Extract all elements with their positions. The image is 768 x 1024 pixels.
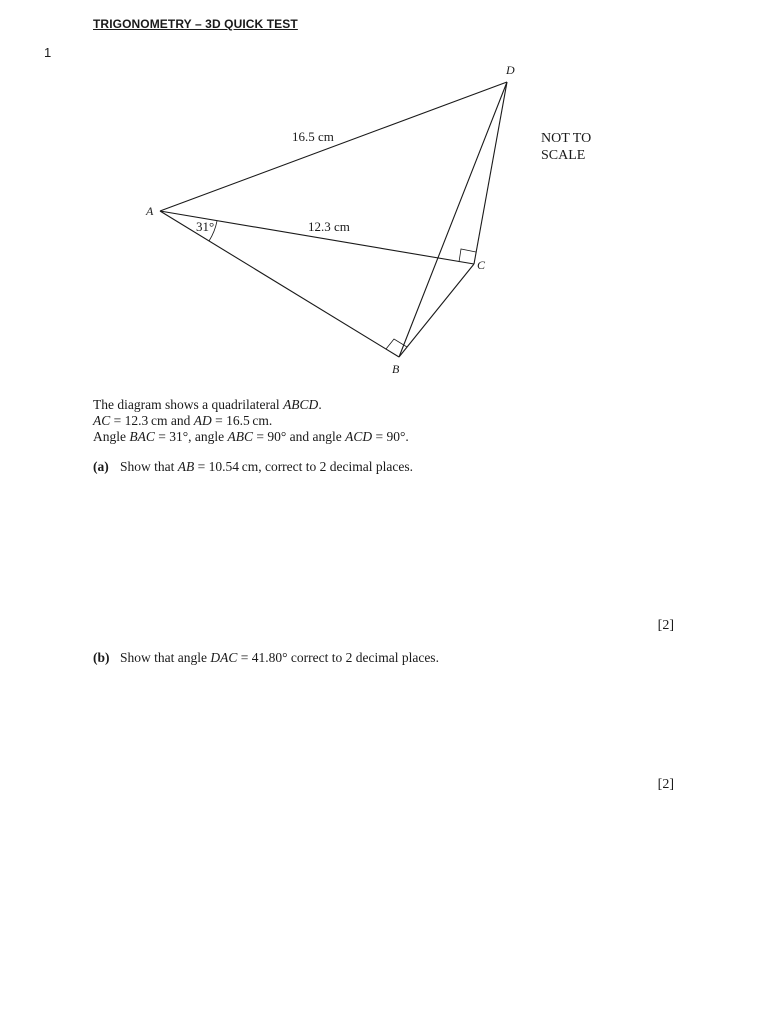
part-a-marks: [2] (657, 618, 674, 633)
edge-bd (399, 82, 507, 357)
vertex-label-d: D (506, 63, 515, 77)
part-b-label: (b) (93, 650, 110, 665)
part-b-question: (b) Show that angle DAC = 41.80° correct to 2 decimal places. (93, 650, 439, 665)
part-b-marks: [2] (657, 777, 674, 792)
intro-line-1: The diagram shows a quadrilateral ABCD. (93, 397, 322, 412)
not-to-scale-line2: SCALE (541, 148, 586, 163)
question-number: 1 (44, 45, 52, 60)
edge-ad (160, 82, 507, 211)
quadrilateral-diagram (0, 0, 768, 400)
vertex-label-a: A (146, 204, 154, 218)
intro-line-3: Angle BAC = 31°, angle ABC = 90° and angle ACD = 90°. (93, 429, 409, 444)
part-a-question: (a) Show that AB = 10.54 cm, correct to 2 decimal places. (93, 459, 414, 474)
edge-bc (399, 264, 474, 357)
vertex-label-b: B (392, 362, 400, 376)
page-title: TRIGONOMETRY – 3D QUICK TEST (93, 17, 298, 31)
edge-cd (474, 82, 507, 264)
label-angle-bac: 31° (196, 219, 215, 234)
not-to-scale-line1: NOT TO (541, 131, 592, 146)
vertex-label-c: C (477, 258, 486, 272)
right-angle-marker-c (459, 249, 476, 262)
intro-line-2: AC = 12.3 cm and AD = 16.5 cm. (93, 413, 273, 428)
part-a-label: (a) (93, 459, 109, 474)
label-ac-length: 12.3 cm (308, 219, 350, 234)
label-ad-length: 16.5 cm (292, 129, 334, 144)
